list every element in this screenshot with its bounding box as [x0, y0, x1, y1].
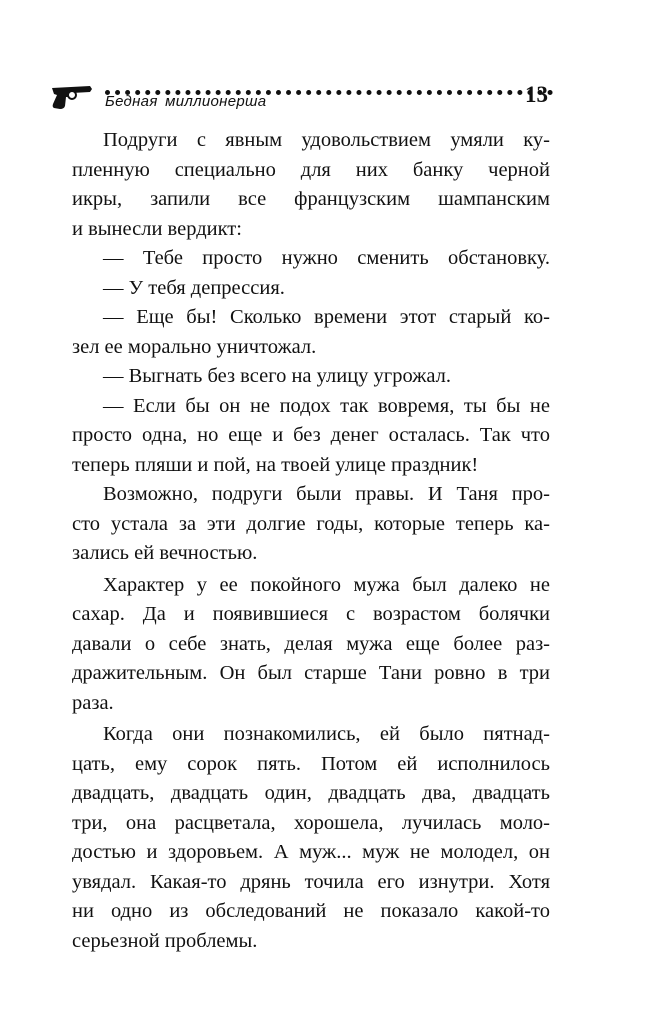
text-line: просто одна, но еще и без денег осталась. Так что: [72, 424, 550, 446]
text-line: зел ее морально уничтожал.: [72, 335, 317, 358]
text-line: пленную специально для них банку черной: [72, 158, 550, 181]
text-line: — Еще бы! Сколько времени этот старый ко-: [103, 306, 550, 328]
page-number: 13: [525, 82, 548, 107]
text-line: ни одно из обследований не показало какой-то: [72, 900, 550, 922]
text-line: цать, ему сорок пять. Потом ей исполнилось: [72, 752, 550, 775]
text-line: — У тебя депрессия.: [103, 276, 285, 299]
body-text: [72, 126, 550, 956]
text-line: три, она расцветала, хорошела, лучилась моло-: [72, 811, 550, 834]
text-line: сто устала за эти долгие годы, которые теперь ка-: [72, 512, 550, 535]
revolver-icon: [50, 82, 94, 110]
text-line: Характер у ее покойного мужа был далеко не: [103, 573, 550, 596]
text-line: Подруги с явным удовольствием умяли ку-: [103, 129, 550, 151]
text-line: икры, запили все французским шампанским: [72, 188, 550, 210]
text-line: давали о себе знать, делая мужа еще более раз-: [72, 632, 550, 655]
text-line: — Тебе просто нужно сменить обстановку.: [103, 247, 550, 269]
page-header: [50, 80, 550, 120]
text-line: двадцать, двадцать один, двадцать два, двадцать: [72, 782, 550, 804]
text-line: Возможно, подруги были правы. И Таня про-: [103, 483, 550, 505]
text-line: увядал. Какая-то дрянь точила его изнутри. Хотя: [72, 870, 550, 893]
running-title: Бедная миллионерша: [105, 93, 267, 110]
text-line: — Если бы он не подох так вовремя, ты бы не: [103, 394, 550, 417]
text-line: теперь пляши и пой, на твоей улице праздник!: [72, 453, 479, 476]
text-line: достью и здоровьем. А муж... муж не молодел, он: [72, 841, 550, 863]
text-line: раза.: [72, 691, 114, 714]
text-line: сахар. Да и появившиеся с возрастом болячки: [72, 603, 550, 625]
text-line: Когда они познакомились, ей было пятнад-: [103, 723, 550, 745]
text-line: — Выгнать без всего на улицу угрожал.: [103, 365, 451, 387]
text-line: зались ей вечностью.: [72, 542, 258, 564]
text-line: и вынесли вердикт:: [72, 217, 242, 240]
text-line: серьезной проблемы.: [72, 929, 258, 952]
text-line: дражительным. Он был старше Тани ровно в три: [72, 662, 550, 684]
